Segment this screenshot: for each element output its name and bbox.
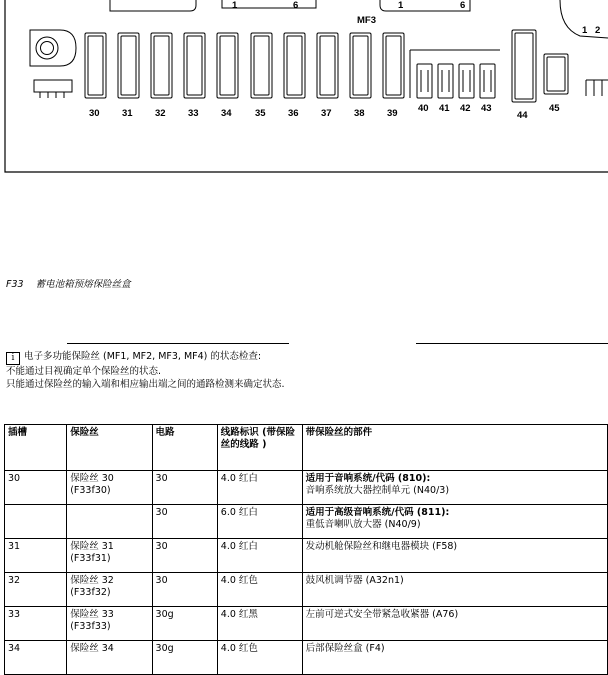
fuse-35 <box>251 33 272 98</box>
fuse-label-45: 45 <box>549 103 560 114</box>
cell-component-name: 左前可逆式安全带紧急收紧器 (A76) <box>305 609 459 620</box>
cell-wire: 4.0 红白 <box>217 539 302 573</box>
fuse-31 <box>118 33 139 98</box>
header-wire: 线路标识 (带保险丝的线路 ) <box>217 425 302 471</box>
fuse-label-44: 44 <box>517 110 528 121</box>
cell-wire: 4.0 红色 <box>217 573 302 607</box>
cell-component <box>302 471 607 505</box>
info-line-2: 不能通过目视确定单个保险丝的状态. <box>6 366 162 377</box>
cell-fuse: 保险丝 33 (F33f33) <box>67 607 152 641</box>
table-row <box>5 471 608 505</box>
fuse-label-32: 32 <box>155 108 166 119</box>
cell-component-name: 后部保险丝盒 (F4) <box>305 643 385 654</box>
cell-socket: 31 <box>5 539 67 573</box>
divider-left <box>67 343 289 344</box>
fuse-label-36: 36 <box>288 108 299 119</box>
cell-fuse: 保险丝 30 (F33f30) <box>67 471 152 505</box>
figure-caption <box>6 276 131 290</box>
cell-component <box>302 539 607 573</box>
connector-pin-2: 2 <box>595 25 601 36</box>
cell-wire: 6.0 红白 <box>217 505 302 539</box>
cell-system: 适用于音响系统/代码 (810): <box>305 473 431 484</box>
relay-mark-6a: 6 <box>293 0 299 11</box>
cell-circuit: 30 <box>152 573 217 607</box>
fuse-42 <box>459 64 474 98</box>
info-line-1: 电子多功能保险丝 (MF1, MF2, MF3, MF4) 的状态检查: <box>24 351 262 362</box>
table-row <box>5 573 608 607</box>
cell-circuit: 30 <box>152 539 217 573</box>
cell-component-name: 鼓风机调节器 (A32n1) <box>305 575 404 586</box>
fuse-label-40: 40 <box>418 103 429 114</box>
fuse-32 <box>151 33 172 98</box>
cell-fuse: 保险丝 32 (F33f32) <box>67 573 152 607</box>
header-component: 带保险丝的部件 <box>302 425 607 471</box>
figure-number: F33 <box>6 279 24 290</box>
cell-component-name: 重低音喇叭放大器 (N40/9) <box>305 519 421 530</box>
fuse-table <box>4 424 608 675</box>
header-circuit: 电路 <box>152 425 217 471</box>
fuse-43 <box>480 64 495 98</box>
cell-wire: 4.0 红白 <box>217 471 302 505</box>
fuse-36 <box>284 33 305 98</box>
cell-socket <box>5 505 67 539</box>
table-row <box>5 641 608 675</box>
header-fuse: 保险丝 <box>67 425 152 471</box>
fuse-38 <box>350 33 371 98</box>
info-line-3: 只能通过保险丝的输入端和相应输出端之间的通路检测来确定状态. <box>6 379 285 390</box>
fuse-label-39: 39 <box>387 108 398 119</box>
fuse-label-31: 31 <box>122 108 133 119</box>
cell-fuse: 保险丝 34 <box>67 641 152 675</box>
cell-socket: 32 <box>5 573 67 607</box>
cell-component <box>302 573 607 607</box>
connector-pin-1: 1 <box>582 25 588 36</box>
relay-mark-6b: 6 <box>460 0 466 11</box>
cell-fuse <box>67 505 152 539</box>
info-icon: i <box>6 352 20 365</box>
figure-title: 蓄电池箱预熔保险丝盒 <box>35 279 131 290</box>
fuse-30 <box>85 33 106 98</box>
fuse-label-30: 30 <box>89 108 100 119</box>
table-header-row <box>5 425 608 471</box>
cell-component <box>302 607 607 641</box>
table-row <box>5 539 608 573</box>
fuse-label-34: 34 <box>221 108 232 119</box>
header-socket: 插槽 <box>5 425 67 471</box>
fuse-41 <box>438 64 453 98</box>
fuse-39 <box>383 33 404 98</box>
cell-fuse: 保险丝 31 (F33f31) <box>67 539 152 573</box>
cell-wire: 4.0 红黑 <box>217 607 302 641</box>
cell-circuit: 30 <box>152 471 217 505</box>
fuse-label-38: 38 <box>354 108 365 119</box>
relay-mark-1b: 1 <box>398 0 404 11</box>
cell-component <box>302 641 607 675</box>
cell-socket: 34 <box>5 641 67 675</box>
relay-mark-1a: 1 <box>232 0 238 11</box>
cell-component-name: 发动机舱保险丝和继电器模块 (F58) <box>305 541 458 552</box>
cell-component-name: 音响系统放大器控制单元 (N40/3) <box>305 485 450 496</box>
module-label: MF3 <box>357 15 376 26</box>
cell-socket: 30 <box>5 471 67 505</box>
fuse-box-diagram <box>0 0 608 180</box>
fuse-label-42: 42 <box>460 103 471 114</box>
cell-circuit: 30 <box>152 505 217 539</box>
fuse-33 <box>184 33 205 98</box>
cell-circuit: 30g <box>152 607 217 641</box>
cell-circuit: 30g <box>152 641 217 675</box>
cell-component <box>302 505 607 539</box>
cell-wire: 4.0 红色 <box>217 641 302 675</box>
divider-right <box>416 343 608 344</box>
info-note <box>6 350 285 391</box>
fuse-label-37: 37 <box>321 108 332 119</box>
fuse-label-35: 35 <box>255 108 266 119</box>
table-row <box>5 607 608 641</box>
fuse-label-33: 33 <box>188 108 199 119</box>
fuse-label-43: 43 <box>481 103 492 114</box>
fuse-label-41: 41 <box>439 103 450 114</box>
fuse-34 <box>217 33 238 98</box>
cell-socket: 33 <box>5 607 67 641</box>
cell-system: 适用于高级音响系统/代码 (811): <box>305 507 450 518</box>
fuse-37 <box>317 33 338 98</box>
fuse-45 <box>544 54 568 94</box>
fuse-40 <box>417 64 432 98</box>
fuse-44 <box>512 30 536 102</box>
table-row <box>5 505 608 539</box>
